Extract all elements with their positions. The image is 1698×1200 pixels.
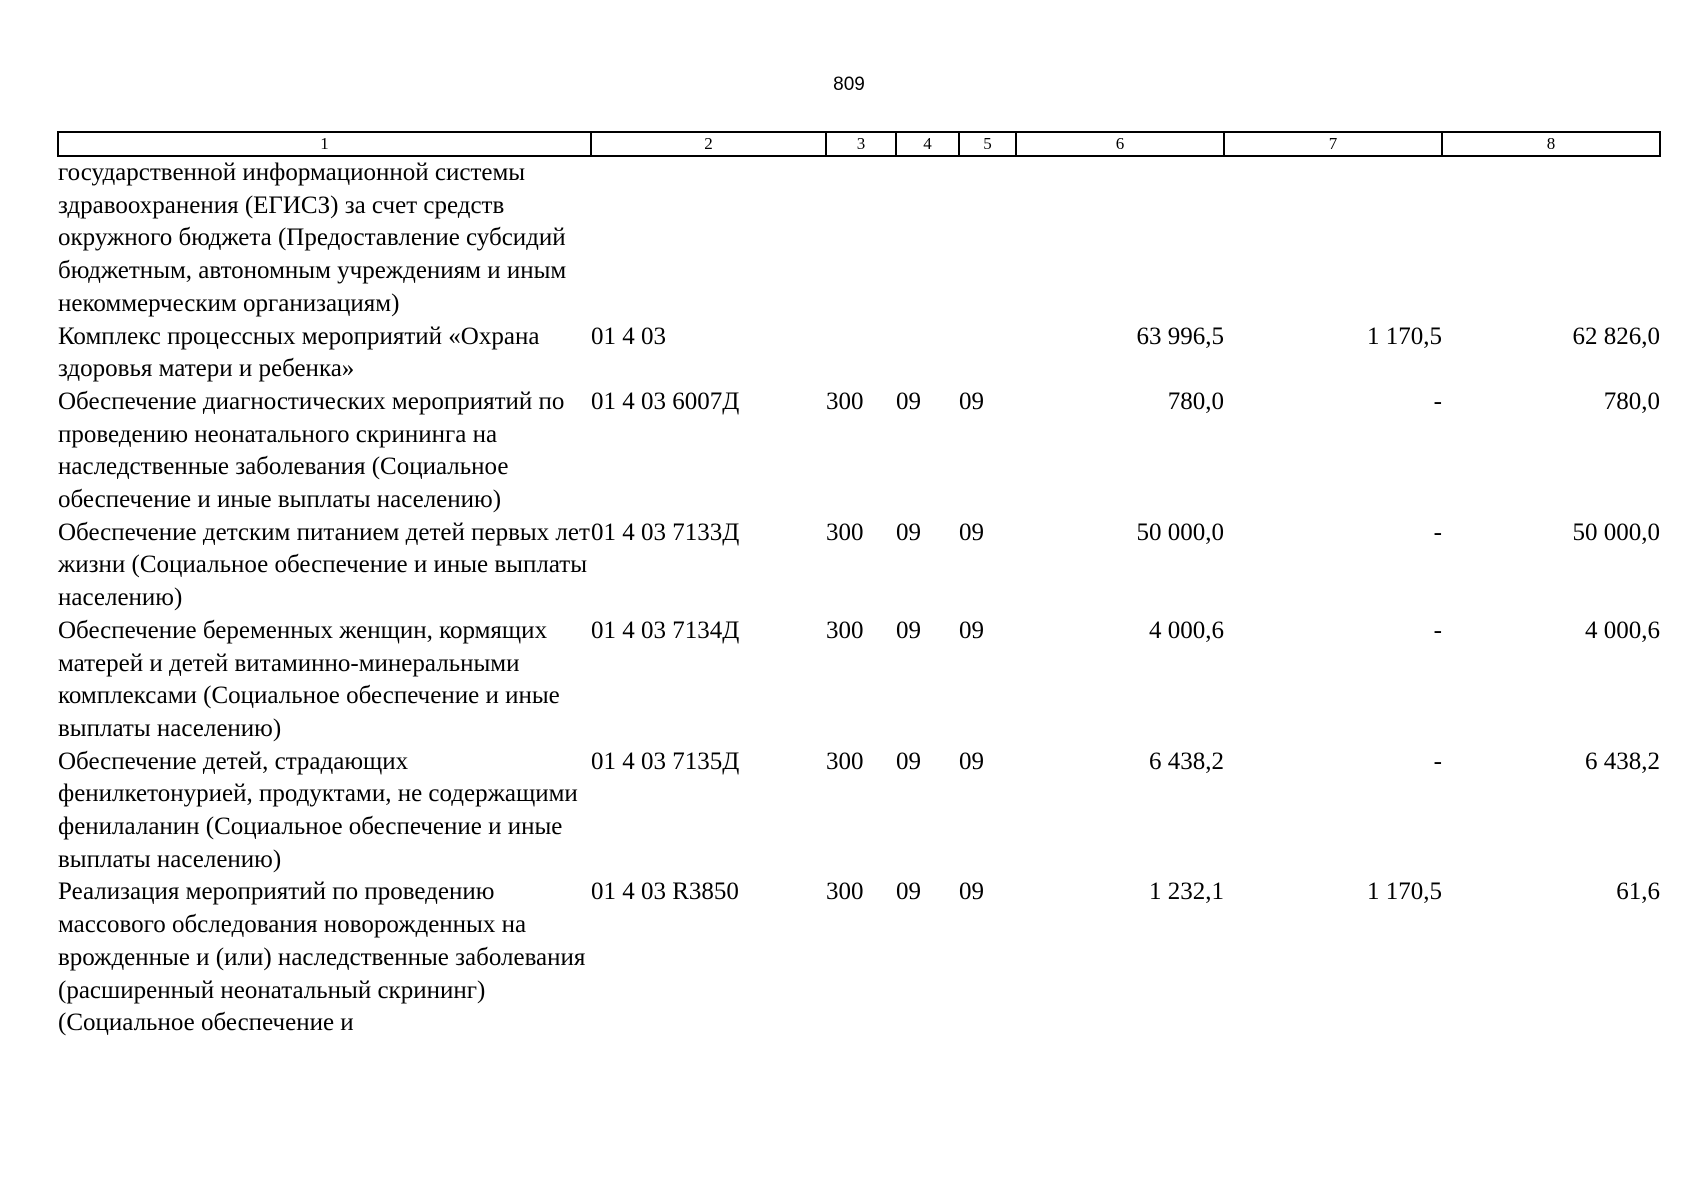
table-row: [58, 876, 1660, 1040]
row-expense-type: 300: [826, 878, 864, 906]
row-expense-type: 300: [826, 387, 864, 415]
column-number-header: 7: [1224, 132, 1442, 156]
row-subsection: [959, 156, 1016, 321]
row-total: 6 438,2: [1149, 747, 1224, 775]
table-row: [58, 386, 1660, 517]
row-total: 63 996,5: [1136, 322, 1224, 350]
row-total: 4 000,6: [1149, 616, 1224, 644]
column-number-header: 5: [959, 132, 1016, 156]
row-district: 4 000,6: [1585, 616, 1660, 644]
column-number-header: 4: [896, 132, 959, 156]
row-section: [896, 321, 959, 386]
row-federal: -: [1433, 518, 1442, 546]
row-subsection: 09: [959, 878, 984, 906]
row-total: 50 000,0: [1136, 518, 1224, 546]
row-name: Комплекс процессных мероприятий «Охрана здоровья матери и ребенка»: [58, 322, 540, 383]
column-number-row: [58, 132, 1660, 156]
row-code: 01 4 03 7133Д: [591, 518, 740, 546]
row-name: государственной информационной системы здравоохранения (ЕГИСЗ) за счет средств окружного бюджета (Предоставление субсидий бюджетным, автономным учреждениям и иным некоммерческим организациям): [58, 159, 567, 317]
row-district: 50 000,0: [1572, 518, 1660, 546]
row-total: 780,0: [1167, 387, 1224, 415]
row-code: 01 4 03 7135Д: [591, 747, 740, 775]
row-name: Обеспечение детей, страдающих фенилкетонурией, продуктами, не содержащими фенилаланин (Социальное обеспечение и иные выплаты населению): [58, 747, 578, 873]
row-expense-type: 300: [826, 747, 864, 775]
row-expense-type: [826, 156, 896, 321]
row-section: 09: [896, 878, 921, 906]
row-code: [591, 156, 826, 321]
column-number-header: 1: [58, 132, 591, 156]
row-federal: 1 170,5: [1367, 322, 1442, 350]
row-total: 1 232,1: [1149, 878, 1224, 906]
row-code: 01 4 03 R3850: [591, 878, 739, 906]
row-section: [896, 156, 959, 321]
row-district: [1442, 156, 1660, 321]
page-number: 809: [833, 74, 865, 95]
table-row: [58, 746, 1660, 877]
row-federal: -: [1433, 387, 1442, 415]
table-row: [58, 321, 1660, 386]
row-name: Обеспечение диагностических мероприятий по проведению неонатального скрининга на наследственные заболевания (Социальное обеспечение и иные выплаты населению): [58, 387, 565, 514]
row-district: 6 438,2: [1585, 747, 1660, 775]
row-section: 09: [896, 518, 921, 546]
row-subsection: 09: [959, 518, 984, 546]
table-row: [58, 156, 1660, 321]
row-expense-type: 300: [826, 616, 864, 644]
row-subsection: 09: [959, 616, 984, 644]
row-subsection: [959, 321, 1016, 386]
row-code: 01 4 03 6007Д: [591, 387, 740, 415]
row-district: 780,0: [1603, 387, 1660, 415]
column-number-header: 6: [1016, 132, 1224, 156]
row-federal: [1224, 156, 1442, 321]
row-district: 61,6: [1616, 878, 1660, 906]
row-subsection: 09: [959, 747, 984, 775]
table-row: [58, 517, 1660, 615]
row-federal: 1 170,5: [1367, 878, 1442, 906]
row-expense-type: 300: [826, 518, 864, 546]
table-row: [58, 615, 1660, 746]
row-expense-type: [826, 321, 896, 386]
row-name: Обеспечение детским питанием детей первых лет жизни (Социальное обеспечение и иные выплаты населению): [58, 518, 590, 612]
row-section: 09: [896, 387, 921, 415]
row-section: 09: [896, 616, 921, 644]
row-name: Реализация мероприятий по проведению массового обследования новорожденных на врожденные и (или) наследственные заболевания (расширенный неонатальный скрининг) (Социальное обеспечение и: [58, 878, 586, 1037]
row-code: 01 4 03 7134Д: [591, 616, 740, 644]
column-number-header: 3: [826, 132, 896, 156]
budget-table: [57, 131, 1661, 1040]
row-code: 01 4 03: [591, 322, 666, 350]
row-federal: -: [1433, 616, 1442, 644]
column-number-header: 8: [1442, 132, 1660, 156]
row-subsection: 09: [959, 387, 984, 415]
row-section: 09: [896, 747, 921, 775]
row-name: Обеспечение беременных женщин, кормящих матерей и детей витаминно-минеральными комплексами (Социальное обеспечение и иные выплаты населению): [58, 616, 560, 742]
row-total: [1016, 156, 1224, 321]
column-number-header: 2: [591, 132, 826, 156]
row-district: 62 826,0: [1572, 322, 1660, 350]
row-federal: -: [1433, 747, 1442, 775]
